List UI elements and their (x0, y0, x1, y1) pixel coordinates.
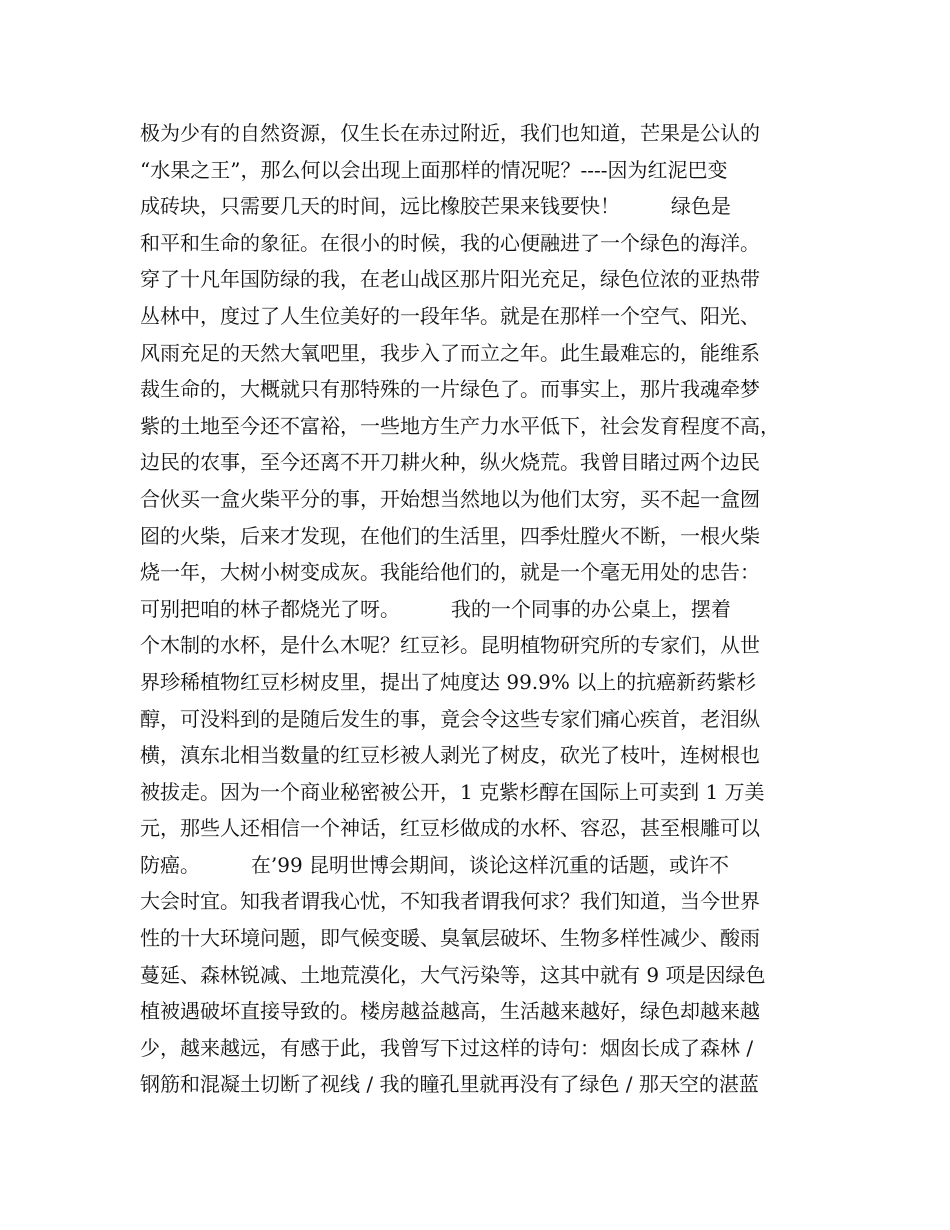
text-line: 边民的农事，至今还离不开刀耕火种，纵火烧荒。我曾目睹过两个边民 (140, 450, 760, 475)
text-line: 被拔走。因为一个商业秘密被公开，1 克紫杉醇在国际上可卖到 1 万美 (140, 779, 765, 804)
text-line: 合伙买一盒火柴平分的事，开始想当然地以为他们太穷，买不起一盒囫 (140, 486, 760, 511)
text-line: 醇，可没料到的是随后发生的事，竟会令这些专家们痛心疾首，老泪纵 (140, 706, 760, 731)
text-line: “水果之王”，那么何以会出现上面那样的情况呢？----因为红泥巴变 (140, 157, 728, 182)
text-line: 大会时宜。知我者谓我心忧，不知我者谓我何求？我们知道，当今世界 (140, 889, 760, 914)
body-text (140, 115, 820, 1103)
text-line: 紫的土地至今还不富裕，一些地方生产力水平低下，社会发育程度不高， (140, 413, 780, 438)
text-line: 防癌。 在’99 昆明世博会期间，谈论这样沉重的话题，或许不 (140, 852, 730, 877)
text-line: 烧一年，大树小树变成灰。我能给他们的，就是一个毫无用处的忠告： (140, 560, 760, 585)
text-line: 穿了十凡年国防绿的我，在老山战区那片阳光充足，绿色位浓的亚热带 (140, 267, 760, 292)
text-line: 性的十大环境问题，即气候变暖、臭氧层破坏、生物多样性减少、酸雨 (140, 926, 760, 951)
text-line: 极为少有的自然资源，仅生长在赤过附近，我们也知道，芒果是公认的 (140, 121, 760, 145)
text-line: 钢筋和混凝土切断了视线 / 我的瞳孔里就再没有了绿色 / 那天空的湛蓝 (140, 1072, 759, 1097)
text-line: 成砖块，只需要几天的时间，远比橡胶芒果来钱要快！ 绿色是 (140, 194, 731, 219)
text-line: 囵的火柴，后来才发现，在他们的生活里，四季灶膛火不断，一根火柴 (140, 523, 760, 548)
text-line: 和平和生命的象征。在很小的时候，我的心便融进了一个绿色的海洋。 (140, 230, 760, 255)
text-line: 蔓延、森林锐减、土地荒漠化，大气污染等，这其中就有 9 项是因绿色 (140, 962, 766, 987)
text-line: 横，滇东北相当数量的红豆杉被人剥光了树皮，砍光了枝叶，连树根也 (140, 743, 760, 768)
text-line: 植被遇破坏直接导致的。楼房越益越高，生活越来越好，绿色却越来越 (140, 999, 760, 1024)
text-line: 丛林中，度过了人生位美好的一段年华。就是在那样一个空气、阳光、 (140, 303, 760, 328)
text-line: 少，越来越远，有感于此，我曾写下过这样的诗句：烟囱长成了森林 / (140, 1035, 754, 1060)
text-line: 界珍稀植物红豆杉树皮里，提出了炖度达 99.9% 以上的抗癌新药紫杉 (140, 669, 757, 694)
text-line: 可别把咱的林子都烧光了呀。 我的一个同事的办公桌上，摆着 (140, 596, 731, 621)
text-line: 裁生命的，大概就只有那特殊的一片绿色了。而事实上，那片我魂牵梦 (140, 377, 760, 402)
text-line: 个木制的水杯，是什么木呢？红豆衫。昆明植物研究所的专家们，从世 (140, 633, 760, 658)
text-line: 元，那些人还相信一个神话，红豆杉做成的水杯、容忍，甚至根雕可以 (140, 816, 760, 841)
text-line: 风雨充足的天然大氧吧里，我步入了而立之年。此生最难忘的，能维系 (140, 340, 760, 365)
